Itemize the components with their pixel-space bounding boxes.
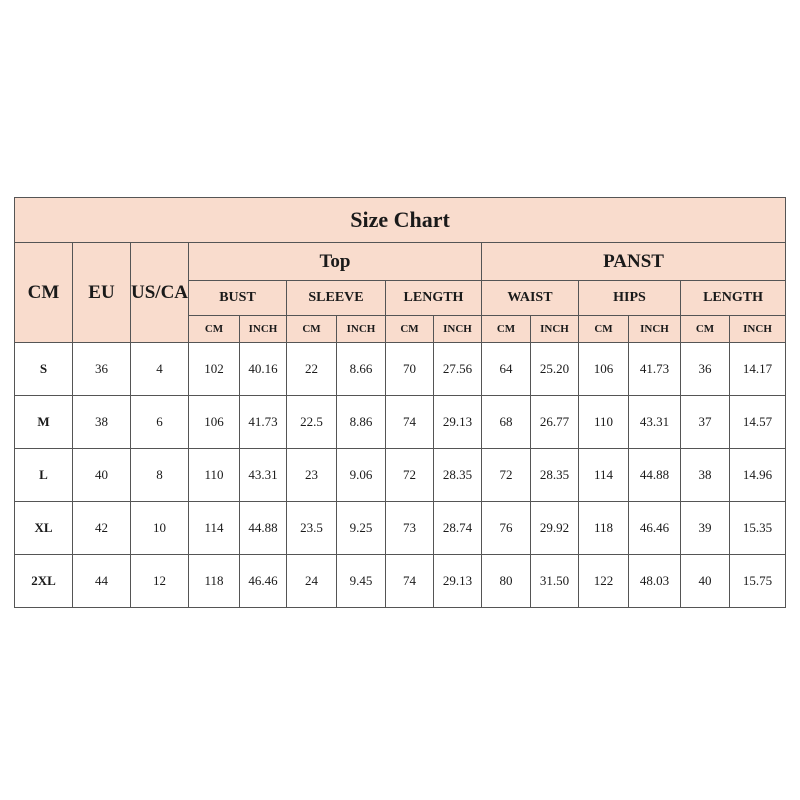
value-cell: 37 <box>681 396 730 449</box>
value-cell: 9.06 <box>337 449 386 502</box>
value-cell: 102 <box>189 343 240 396</box>
unit-header-cm: CM <box>579 316 629 343</box>
value-cell: 40 <box>681 555 730 608</box>
header-cm: CM <box>15 243 73 343</box>
unit-header-inch: INCH <box>531 316 579 343</box>
unit-header-cm: CM <box>189 316 240 343</box>
value-cell: 114 <box>579 449 629 502</box>
value-cell: 8.66 <box>337 343 386 396</box>
unit-header-inch: INCH <box>240 316 287 343</box>
group-top: Top <box>189 243 482 281</box>
eu-cell: 42 <box>73 502 131 555</box>
value-cell: 39 <box>681 502 730 555</box>
value-cell: 106 <box>579 343 629 396</box>
header-eu: EU <box>73 243 131 343</box>
value-cell: 114 <box>189 502 240 555</box>
value-cell: 14.17 <box>730 343 786 396</box>
unit-header-inch: INCH <box>337 316 386 343</box>
value-cell: 29.13 <box>434 555 482 608</box>
value-cell: 23.5 <box>287 502 337 555</box>
header-us-ca: US/CA <box>131 243 189 343</box>
value-cell: 46.46 <box>240 555 287 608</box>
measure-bust: BUST <box>189 281 287 316</box>
us-ca-cell: 6 <box>131 396 189 449</box>
unit-header-cm: CM <box>681 316 730 343</box>
value-cell: 27.56 <box>434 343 482 396</box>
measure-waist: WAIST <box>482 281 579 316</box>
value-cell: 76 <box>482 502 531 555</box>
value-cell: 72 <box>386 449 434 502</box>
size-cell: XL <box>15 502 73 555</box>
value-cell: 22.5 <box>287 396 337 449</box>
us-ca-cell: 10 <box>131 502 189 555</box>
eu-cell: 36 <box>73 343 131 396</box>
value-cell: 70 <box>386 343 434 396</box>
value-cell: 110 <box>579 396 629 449</box>
table-row <box>15 396 786 449</box>
value-cell: 68 <box>482 396 531 449</box>
value-cell: 22 <box>287 343 337 396</box>
value-cell: 29.92 <box>531 502 579 555</box>
value-cell: 9.45 <box>337 555 386 608</box>
value-cell: 8.86 <box>337 396 386 449</box>
unit-header-cm: CM <box>386 316 434 343</box>
value-cell: 23 <box>287 449 337 502</box>
chart-title: Size Chart <box>15 198 786 243</box>
value-cell: 25.20 <box>531 343 579 396</box>
value-cell: 24 <box>287 555 337 608</box>
measure-hips: HIPS <box>579 281 681 316</box>
unit-header-inch: INCH <box>629 316 681 343</box>
value-cell: 9.25 <box>337 502 386 555</box>
value-cell: 118 <box>579 502 629 555</box>
value-cell: 43.31 <box>629 396 681 449</box>
size-cell: 2XL <box>15 555 73 608</box>
value-cell: 110 <box>189 449 240 502</box>
size-cell: L <box>15 449 73 502</box>
table-row <box>15 502 786 555</box>
value-cell: 26.77 <box>531 396 579 449</box>
value-cell: 36 <box>681 343 730 396</box>
value-cell: 80 <box>482 555 531 608</box>
eu-cell: 38 <box>73 396 131 449</box>
value-cell: 64 <box>482 343 531 396</box>
group-pants: PANST <box>482 243 786 281</box>
value-cell: 31.50 <box>531 555 579 608</box>
value-cell: 74 <box>386 555 434 608</box>
value-cell: 118 <box>189 555 240 608</box>
value-cell: 46.46 <box>629 502 681 555</box>
size-cell: S <box>15 343 73 396</box>
eu-cell: 40 <box>73 449 131 502</box>
us-ca-cell: 8 <box>131 449 189 502</box>
size-chart-table <box>14 197 786 608</box>
measure-pants-length: LENGTH <box>681 281 786 316</box>
table-row <box>15 343 786 396</box>
us-ca-cell: 4 <box>131 343 189 396</box>
value-cell: 106 <box>189 396 240 449</box>
unit-header-cm: CM <box>482 316 531 343</box>
value-cell: 28.35 <box>434 449 482 502</box>
value-cell: 43.31 <box>240 449 287 502</box>
us-ca-cell: 12 <box>131 555 189 608</box>
value-cell: 41.73 <box>629 343 681 396</box>
value-cell: 15.35 <box>730 502 786 555</box>
table-row <box>15 555 786 608</box>
value-cell: 44.88 <box>629 449 681 502</box>
value-cell: 74 <box>386 396 434 449</box>
value-cell: 14.57 <box>730 396 786 449</box>
value-cell: 15.75 <box>730 555 786 608</box>
value-cell: 14.96 <box>730 449 786 502</box>
value-cell: 44.88 <box>240 502 287 555</box>
value-cell: 72 <box>482 449 531 502</box>
value-cell: 48.03 <box>629 555 681 608</box>
value-cell: 40.16 <box>240 343 287 396</box>
measure-top-length: LENGTH <box>386 281 482 316</box>
value-cell: 73 <box>386 502 434 555</box>
value-cell: 122 <box>579 555 629 608</box>
size-cell: M <box>15 396 73 449</box>
table-row <box>15 449 786 502</box>
eu-cell: 44 <box>73 555 131 608</box>
value-cell: 29.13 <box>434 396 482 449</box>
measure-sleeve: SLEEVE <box>287 281 386 316</box>
value-cell: 28.35 <box>531 449 579 502</box>
value-cell: 28.74 <box>434 502 482 555</box>
unit-header-inch: INCH <box>730 316 786 343</box>
value-cell: 38 <box>681 449 730 502</box>
value-cell: 41.73 <box>240 396 287 449</box>
unit-header-cm: CM <box>287 316 337 343</box>
unit-header-inch: INCH <box>434 316 482 343</box>
